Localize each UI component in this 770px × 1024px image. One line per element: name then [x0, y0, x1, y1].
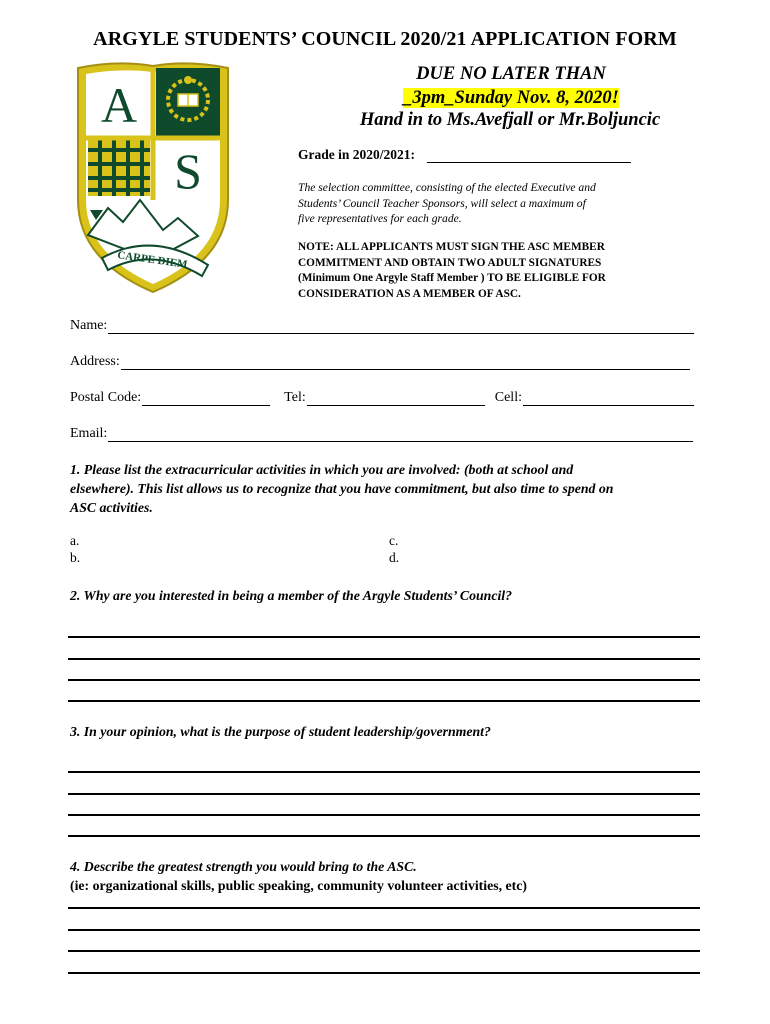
- answer-line[interactable]: [68, 907, 700, 909]
- cell-label: Cell:: [494, 390, 522, 405]
- selection-line: five representatives for each grade.: [298, 212, 462, 225]
- name-field: [70, 318, 694, 334]
- answer-line[interactable]: [68, 950, 700, 952]
- hand-in-instruction: Hand in to Ms.Avefjall or Mr.Boljuncic: [359, 110, 661, 130]
- answer-line[interactable]: [68, 658, 700, 660]
- question-1-line: elsewhere). This list allows us to recognize that you have commitment, but also time to spend on: [70, 481, 614, 496]
- answer-line[interactable]: [68, 679, 700, 681]
- due-date-block: [380, 62, 642, 110]
- postal-code-input-line[interactable]: [142, 391, 270, 406]
- contact-row: [70, 390, 694, 406]
- answer-line[interactable]: [68, 835, 700, 837]
- note-line: (Minimum One Argyle Staff Member ) TO BE ELIGIBLE FOR: [298, 272, 606, 284]
- answer-line[interactable]: [68, 814, 700, 816]
- tel-input-line[interactable]: [307, 391, 485, 406]
- question-4-line2: (ie: organizational skills, public speaking, community volunteer activities, etc): [70, 878, 527, 893]
- form-title: ARGYLE STUDENTS’ COUNCIL 2020/21 APPLICATION FORM: [93, 28, 677, 50]
- grade-input-line[interactable]: [427, 148, 631, 163]
- question-1-line: ASC activities.: [70, 500, 153, 515]
- crest-motto: CARPE DIEM: [116, 249, 189, 271]
- note-line: CONSIDERATION AS A MEMBER OF ASC.: [298, 287, 521, 300]
- selection-line: Students’ Council Teacher Sponsors, will select a maximum of: [298, 196, 586, 210]
- answer-line[interactable]: [68, 972, 700, 974]
- question-2: 2. Why are you interested in being a member of the Argyle Students’ Council?: [70, 588, 513, 603]
- list-item: d.: [389, 550, 400, 565]
- selection-line: The selection committee, consisting of the elected Executive and: [298, 181, 596, 194]
- crest-letter-a: A: [100, 77, 138, 133]
- note-line: NOTE: ALL APPLICANTS MUST SIGN THE ASC MEMBER: [298, 241, 605, 253]
- question-4: [70, 857, 690, 895]
- question-1-line: 1. Please list the extracurricular activities in which you are involved: (both at school and: [70, 462, 574, 477]
- email-label: Email:: [70, 426, 108, 441]
- grade-field: [298, 147, 631, 163]
- address-input-line[interactable]: [121, 355, 690, 370]
- crest-logo: [68, 60, 238, 300]
- postal-code-label: Postal Code:: [70, 390, 142, 405]
- question-4-line1: 4. Describe the greatest strength you would bring to the ASC.: [70, 859, 417, 874]
- answer-line[interactable]: [68, 700, 700, 702]
- tel-label: Tel:: [284, 390, 306, 405]
- due-date-line1: DUE NO LATER THAN: [416, 64, 606, 84]
- list-item: a.: [70, 533, 80, 548]
- list-item: b.: [70, 550, 81, 565]
- crest-shield-graphic: [68, 60, 238, 300]
- address-label: Address:: [70, 354, 120, 369]
- address-field: [70, 354, 690, 370]
- answer-line[interactable]: [68, 771, 700, 773]
- question-1: [70, 460, 700, 517]
- email-input-line[interactable]: [108, 427, 693, 442]
- cell-input-line[interactable]: [523, 391, 694, 406]
- name-input-line[interactable]: [108, 319, 694, 334]
- answer-line[interactable]: [68, 793, 700, 795]
- name-label: Name:: [70, 318, 108, 333]
- email-field: [70, 426, 693, 442]
- selection-paragraph: [298, 180, 628, 227]
- question-3: 3. In your opinion, what is the purpose of student leadership/government?: [70, 724, 491, 739]
- list-item: c.: [389, 533, 399, 548]
- grade-label: Grade in 2020/2021:: [298, 147, 415, 162]
- note-line: COMMITMENT AND OBTAIN TWO ADULT SIGNATURES: [298, 256, 602, 269]
- due-date-highlighted: _3pm_Sunday Nov. 8, 2020!: [403, 88, 619, 108]
- answer-line[interactable]: [68, 636, 700, 638]
- note-paragraph: [298, 240, 658, 302]
- crest-letter-s: S: [174, 143, 202, 199]
- answer-line[interactable]: [68, 929, 700, 931]
